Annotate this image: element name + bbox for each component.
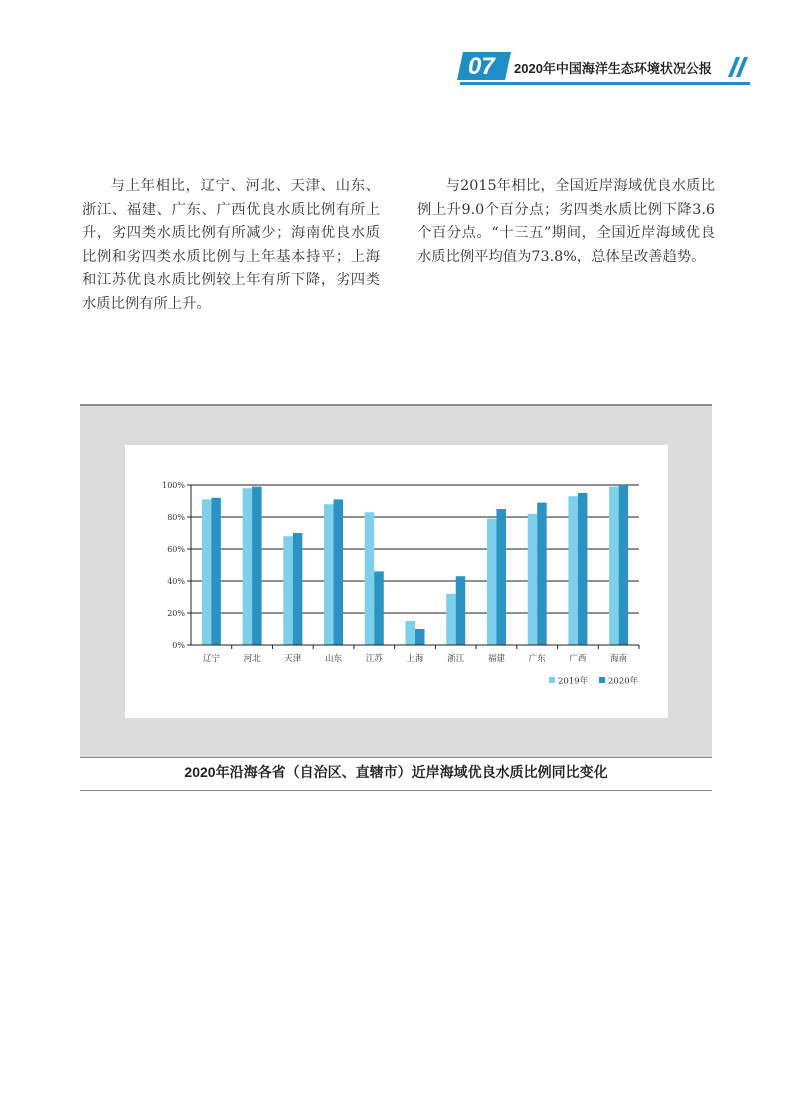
x-tick-label: 福建 [487,654,505,664]
header-rule [460,82,750,85]
bar-2019 [487,519,497,645]
bar-2020 [415,629,425,645]
bar-2020 [578,493,588,645]
x-tick-label: 辽宁 [202,654,220,664]
bar-2020 [619,485,629,645]
x-tick-label: 山东 [325,654,343,664]
legend-label: 2019年 [558,676,589,687]
bar-2020 [293,533,303,645]
figure-frame [80,404,712,758]
x-tick-label: 浙江 [447,654,465,664]
bar-2020 [211,498,221,645]
y-tick-label: 40% [167,577,185,586]
x-tick-label: 广西 [569,654,587,664]
y-tick-label: 100% [162,481,185,490]
legend-label: 2020年 [608,676,639,687]
bar-chart [125,445,668,718]
bar-2019 [446,594,456,645]
legend-swatch [549,677,555,683]
bar-2019 [528,514,538,645]
page-number: 07 [468,53,495,80]
page-header [460,52,760,86]
x-tick-label: 海南 [610,654,628,664]
y-tick-label: 0% [172,641,185,650]
y-tick-label: 80% [167,513,185,522]
report-title: 2020年中国海洋生态环境状况公报 [514,61,712,76]
bar-2019 [324,504,334,645]
bar-2020 [456,576,466,645]
bar-2019 [243,488,253,645]
left-paragraph: 与上年相比，辽宁、河北、天津、山东、浙江、福建、广东、广西优良水质比例有所上升，劣四类水质比例有所减少；海南优良水质比例和劣四类水质比例与上年基本持平；上海和江苏优良水质比例较上年有所下降，劣四类水质比例有所上升。 [82,178,380,312]
x-tick-label: 广东 [528,654,546,664]
bar-2020 [374,571,384,645]
bar-2019 [609,487,619,645]
x-tick-label: 河北 [243,654,261,664]
bar-2020 [252,487,262,645]
x-tick-label: 上海 [406,654,424,664]
y-tick-label: 60% [167,545,185,554]
bar-2019 [568,496,578,645]
bar-2019 [406,621,416,645]
x-tick-label: 江苏 [365,654,383,664]
figure-caption: 2020年沿海各省（自治区、直辖市）近岸海域优良水质比例同比变化 [184,764,608,780]
chart-panel [125,445,668,718]
bar-2019 [283,536,293,645]
bar-2019 [202,499,212,645]
bar-2020 [537,503,547,645]
right-paragraph: 与2015年相比，全国近岸海域优良水质比例上升9.0个百分点；劣四类水质比例下降3.6个百分点。“十三五”期间，全国近岸海域优良水质比例平均值为73.8%，总体呈改善趋势。 [417,178,715,265]
x-tick-label: 天津 [284,654,302,664]
y-tick-label: 20% [167,609,185,618]
bar-2020 [496,509,506,645]
caption-rule [80,790,712,791]
bar-2019 [365,512,375,645]
legend-swatch [599,677,605,683]
bar-2020 [334,499,344,645]
